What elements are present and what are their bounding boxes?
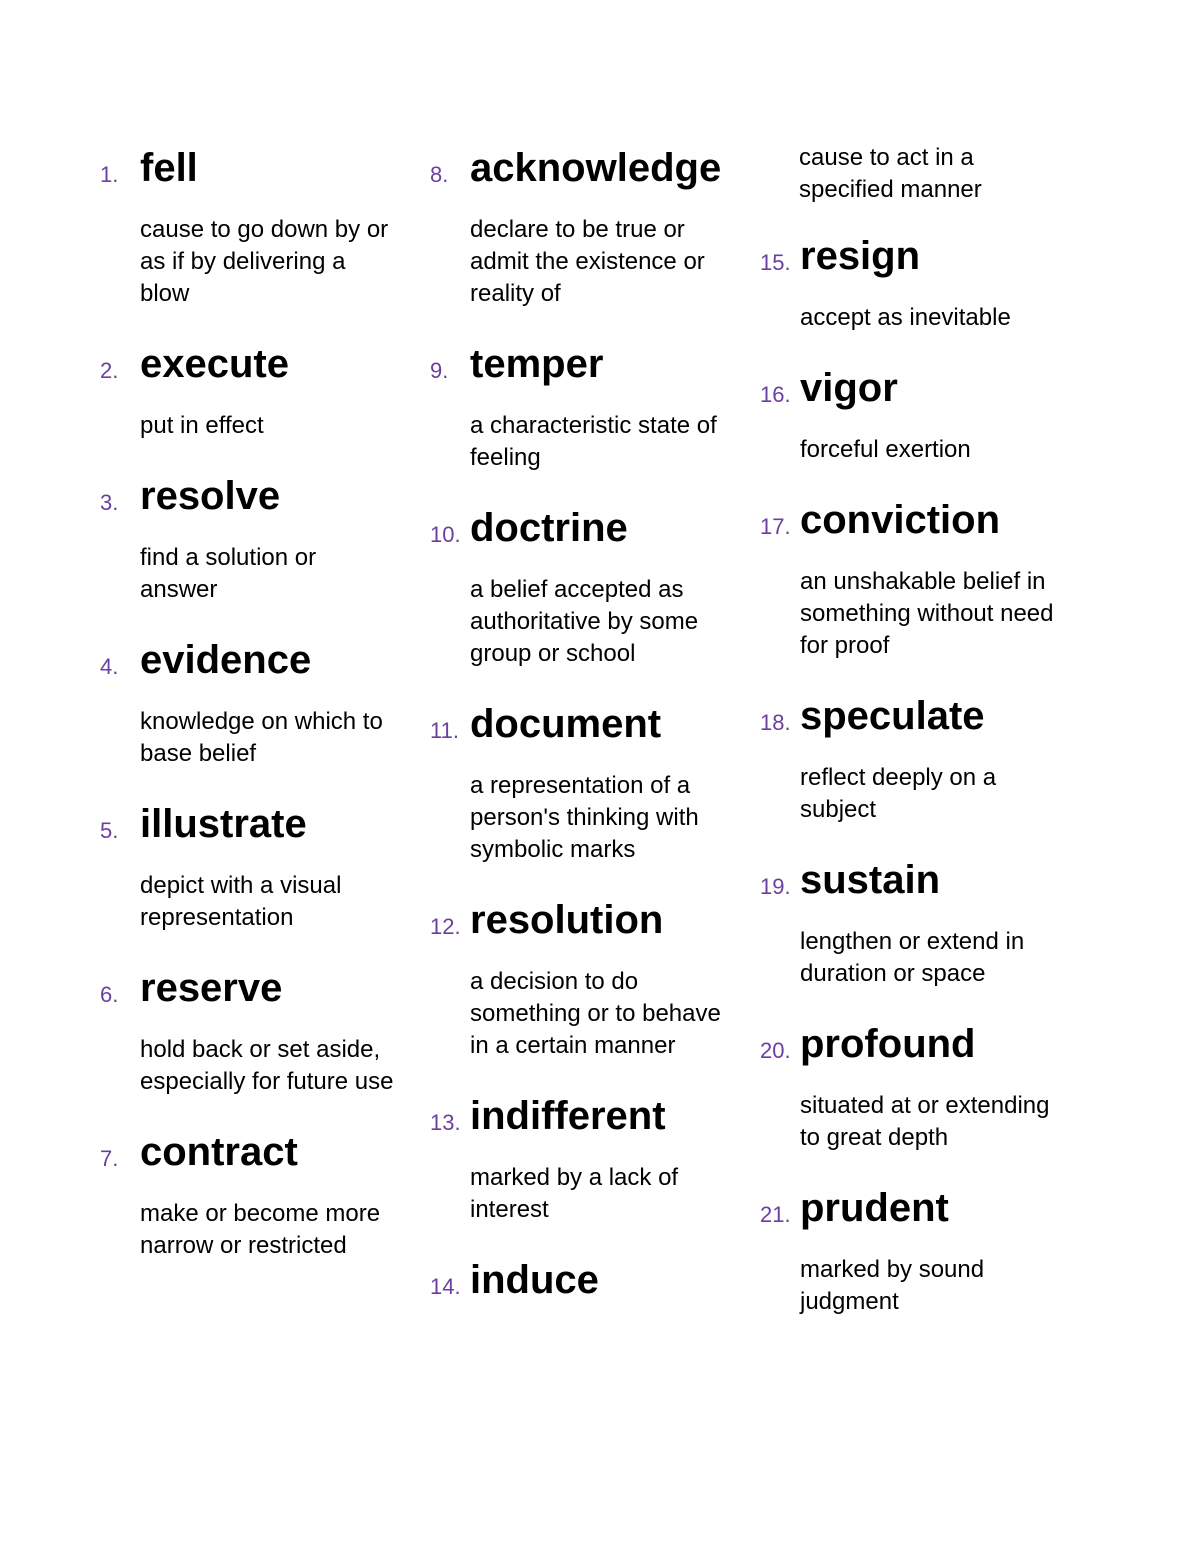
vocab-word: vigor (800, 366, 898, 410)
vocab-entry-1 (100, 138, 400, 334)
vocab-word: prudent (800, 1186, 949, 1230)
vocab-definition: put in effect (140, 412, 264, 439)
vocab-definition: depict with a visual representation (140, 872, 342, 931)
entry-number: 8. (430, 162, 449, 187)
vocab-entry-21 (760, 1178, 1070, 1342)
vocab-word: acknowledge (470, 146, 722, 190)
vocab-definition: marked by sound judgment (800, 1256, 985, 1315)
vocab-entry-12 (430, 890, 730, 1086)
entry-number: 11. (430, 718, 459, 743)
vocab-word: execute (140, 342, 289, 386)
vocab-definition: make or become more narrow or restricted (140, 1200, 381, 1259)
vocab-definition: accept as inevitable (800, 304, 1011, 331)
vocab-word: illustrate (140, 802, 307, 846)
entry-number: 9. (430, 358, 449, 383)
entry-number: 20. (760, 1038, 791, 1063)
entry-number: 5. (100, 818, 119, 843)
continued-definition: cause to act in a specified manner (799, 144, 982, 203)
vocab-word: reserve (140, 966, 283, 1010)
vocab-entry-9 (430, 334, 730, 498)
entry-number: 19. (760, 874, 791, 899)
vocab-entry-2 (100, 334, 400, 466)
vocab-entry-15 (760, 226, 1070, 358)
vocab-word: document (470, 702, 662, 746)
vocab-entry-6 (100, 958, 400, 1122)
vocab-word: resolve (140, 474, 281, 518)
vocab-entry-17 (760, 490, 1070, 686)
vocab-word: induce (470, 1258, 599, 1302)
vocab-word: profound (800, 1022, 976, 1066)
column-3 (760, 138, 1070, 1342)
vocab-definition: an unshakable belief in something without need for proof (800, 568, 1054, 659)
vocab-definition: forceful exertion (800, 436, 971, 463)
vocab-entry-5 (100, 794, 400, 958)
vocab-word: doctrine (470, 506, 628, 550)
entry-number: 4. (100, 654, 119, 679)
vocab-entry-14 (430, 1250, 730, 1310)
entry-number: 2. (100, 358, 119, 383)
entry-number: 15. (760, 250, 791, 275)
vocab-definition: situated at or extending to great depth (800, 1092, 1050, 1151)
vocab-word: contract (140, 1130, 298, 1174)
vocab-entry-10 (430, 498, 730, 694)
entry-number: 7. (100, 1146, 119, 1171)
vocab-entry-8 (430, 138, 730, 334)
vocab-entry-7 (100, 1122, 400, 1286)
entry-number: 6. (100, 982, 119, 1007)
vocab-entry-18 (760, 686, 1070, 850)
entry-number: 21. (760, 1202, 791, 1227)
vocab-entry-19 (760, 850, 1070, 1014)
vocab-definition: knowledge on which to base belief (140, 708, 383, 767)
vocab-word: indifferent (470, 1094, 666, 1138)
entry-number: 13. (430, 1110, 461, 1135)
vocab-entry-20 (760, 1014, 1070, 1178)
entry-number: 17. (760, 514, 791, 539)
vocab-definition: a characteristic state of feeling (470, 412, 717, 471)
entry-number: 14. (430, 1274, 461, 1299)
vocab-word: conviction (800, 498, 1001, 542)
vocab-definition: hold back or set aside, especially for future use (140, 1036, 394, 1095)
vocab-word: fell (140, 146, 198, 190)
vocab-definition: cause to go down by or as if by delivering a blow (140, 216, 389, 307)
entry-number: 10. (430, 522, 461, 547)
vocab-word: speculate (800, 694, 985, 738)
entry-number: 16. (760, 382, 791, 407)
vocab-word: evidence (140, 638, 312, 682)
vocab-word: temper (470, 342, 604, 386)
vocab-definition: a belief accepted as authoritative by some group or school (470, 576, 699, 667)
entry-number: 3. (100, 490, 119, 515)
vocab-entry-13 (430, 1086, 730, 1250)
vocab-definition: marked by a lack of interest (470, 1164, 679, 1223)
vocab-definition: a representation of a person's thinking with symbolic marks (470, 772, 699, 863)
entry-number: 18. (760, 710, 791, 735)
entry-number: 1. (100, 162, 119, 187)
column-1 (100, 138, 400, 1286)
vocab-definition: reflect deeply on a subject (800, 764, 997, 823)
vocab-definition: find a solution or answer (140, 544, 317, 603)
vocab-entry-16 (760, 358, 1070, 490)
vocab-definition: lengthen or extend in duration or space (800, 928, 1025, 987)
entry-number: 12. (430, 914, 461, 939)
vocab-word: sustain (800, 858, 941, 902)
vocab-entry-11 (430, 694, 730, 890)
vocab-definition: declare to be true or admit the existence or reality of (470, 216, 705, 307)
vocab-entry-3 (100, 466, 400, 630)
vocab-definition: a decision to do something or to behave in a certain manner (470, 968, 721, 1059)
vocab-word: resign (800, 234, 921, 278)
vocab-entry-4 (100, 630, 400, 794)
column-2 (430, 138, 730, 1310)
vocab-word: resolution (470, 898, 664, 942)
